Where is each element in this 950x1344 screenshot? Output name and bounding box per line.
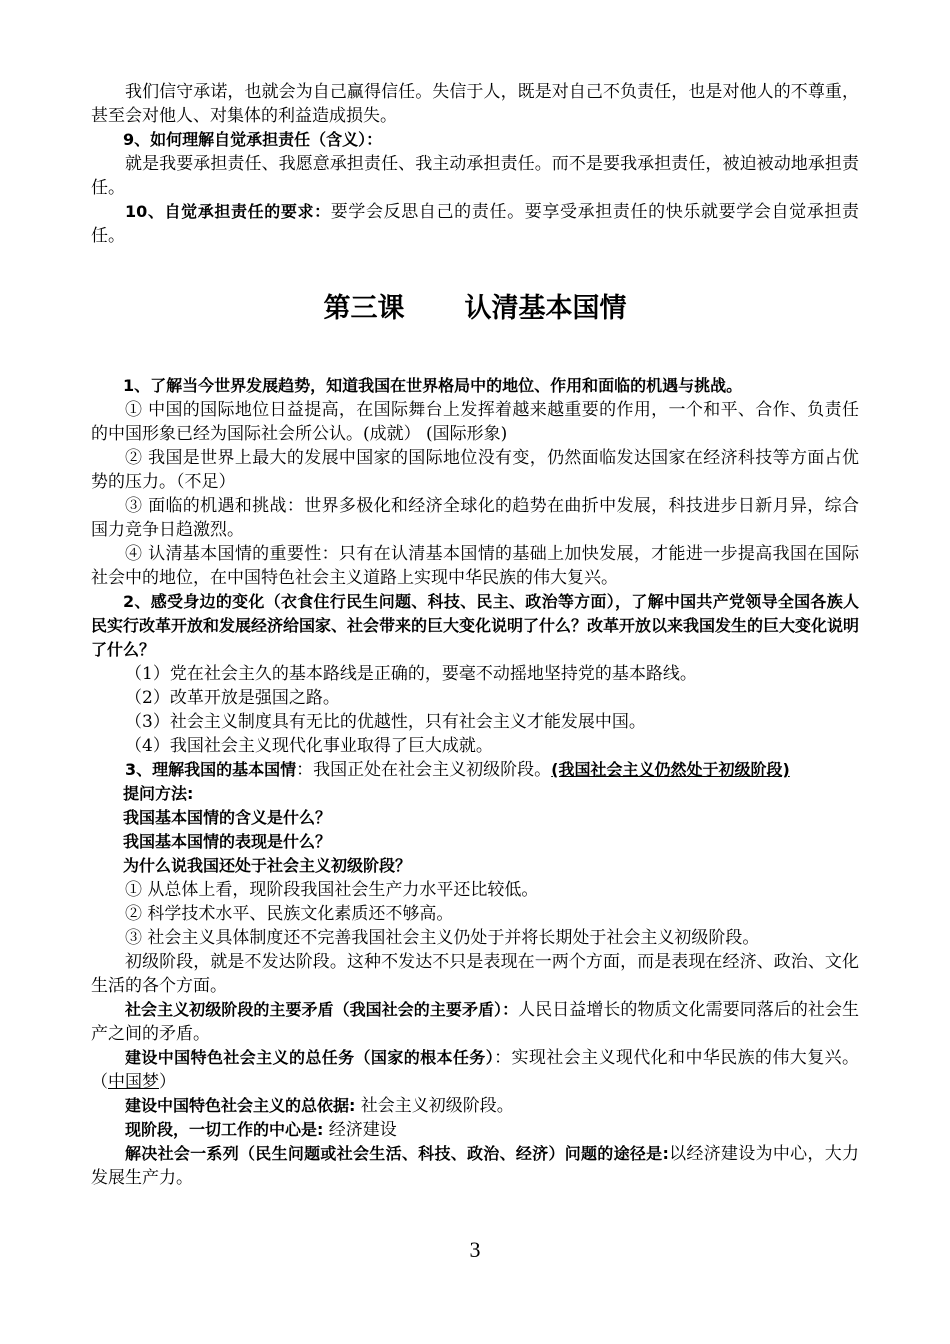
- section-3-answer: ：我国正处在社会主义初级阶段。: [296, 760, 552, 780]
- general-basis-label: 建设中国特色社会主义的总依据:: [125, 1096, 356, 1115]
- answer-9: 就是我要承担责任、我愿意承担责任、我主动承担责任。而不是要我承担责任，被迫被动地承担责任。: [91, 154, 859, 198]
- work-center: [91, 1118, 859, 1142]
- section-2-item: （1）党在社会主久的基本路线是正确的，要毫不动摇地坚持党的基本路线。: [125, 664, 697, 684]
- answer-10: 要学会反思自己的责任。要享受承担责任的快乐就要学会自觉承担责任。: [91, 202, 859, 246]
- general-task: [91, 1046, 859, 1094]
- work-center-label: 现阶段，一切工作的中心是:: [125, 1120, 324, 1139]
- ask-method-label: 提问方法:: [123, 784, 194, 803]
- section-2-question: 2、感受身边的变化（衣食住行民生问题、科技、民主、政治等方面），了解中国共产党领导全国各族人民实行改革开放和发展经济给国家、社会带来的巨大变化说明了什么？改革开放以来我国发生的巨大变化说明了什么？: [91, 592, 860, 659]
- main-contradiction: [91, 998, 859, 1046]
- general-task-text: ：实现社会主义现代化和中华民族的伟大复兴。（: [91, 1048, 859, 1092]
- work-center-text: 经济建设: [323, 1120, 397, 1140]
- question-10-block: [91, 200, 859, 248]
- solution-path-label: 解决社会一系列（民生问题或社会生活、科技、政治、经济）问题的途径是:: [125, 1144, 669, 1163]
- lesson-title: 认清基本国情: [464, 293, 627, 324]
- section-1-item: ③ 面临的机遇和挑战：世界多极化和经济全球化的趋势在曲折中发展，科技进步日新月异，综合国力竞争日趋激烈。: [91, 496, 859, 540]
- section-3-item: ③ 社会主义具体制度还不完善我国社会主义仍处于并将长期处于社会主义初级阶段。: [125, 928, 760, 948]
- section-2-item: （3）社会主义制度具有无比的优越性，只有社会主义才能发展中国。: [125, 712, 646, 732]
- ask-question: 我国基本国情的含义是什么？: [123, 808, 332, 827]
- solution-path-text: 以经济建设为中心，大力发展生产力。: [91, 1144, 860, 1188]
- paragraph-trust: 我们信守承诺，也就会为自己赢得信任。失信于人，既是对自己不负责任，也是对他人的不尊重，甚至会对他人、对集体的利益造成损失。: [91, 82, 859, 126]
- main-contradiction-text: 人民日益增长的物质文化需要同落后的社会生产之间的矛盾。: [91, 1000, 859, 1044]
- section-3-question-block: [91, 758, 859, 782]
- solution-path: [91, 1142, 859, 1190]
- main-contradiction-label: 社会主义初级阶段的主要矛盾（我国社会的主要矛盾）：: [125, 1000, 519, 1019]
- general-basis: [91, 1094, 859, 1118]
- general-task-end: ）: [159, 1072, 176, 1092]
- section-1-item: ① 中国的国际地位日益提高，在国际舞台上发挥着越来越重要的作用，一个和平、合作、负责任的中国形象已经为国际社会所公认。(成就） (国际形象): [91, 400, 859, 444]
- section-1-item: ④ 认清基本国情的重要性：只有在认清基本国情的基础上加快发展，才能进一步提高我国在国际社会中的地位，在中国特色社会主义道路上实现中华民族的伟大复兴。: [91, 544, 859, 588]
- general-task-label: 建设中国特色社会主义的总任务（国家的根本任务）: [125, 1048, 495, 1067]
- ask-question: 为什么说我国还处于社会主义初级阶段？: [123, 856, 412, 875]
- document-page: [91, 80, 859, 1190]
- china-dream-link: 中国梦: [108, 1072, 159, 1092]
- general-basis-text: 社会主义初级阶段。: [355, 1096, 514, 1116]
- section-2-item: （4）我国社会主义现代化事业取得了巨大成就。: [125, 736, 493, 756]
- section-3-item: ① 从总体上看，现阶段我国社会生产力水平还比较低。: [125, 880, 539, 900]
- page-number: 3: [469, 1237, 481, 1262]
- question-9: 9、如何理解自觉承担责任（含义）：: [123, 130, 383, 149]
- section-3-question: 3、理解我国的基本国情: [125, 760, 297, 779]
- ask-question: 我国基本国情的表现是什么？: [123, 832, 332, 851]
- lesson-number: 第三课: [323, 293, 405, 324]
- section-3-emphasis: (我国社会主义仍然处于初级阶段): [551, 760, 790, 779]
- section-3-item: ② 科学技术水平、民族文化素质还不够高。: [125, 904, 454, 924]
- section-1-item: ② 我国是世界上最大的发展中国家的国际地位没有变，仍然面临发达国家在经济科技等方面占优势的压力。（不足）: [91, 448, 859, 492]
- section-2-item: （2）改革开放是强国之路。: [125, 688, 340, 708]
- question-10: 10、自觉承担责任的要求：: [125, 202, 331, 221]
- primary-stage-paragraph: 初级阶段，就是不发达阶段。这种不发达不只是表现在一两个方面，而是表现在经济、政治、文化生活的各个方面。: [91, 952, 859, 996]
- section-1-question: 1、了解当今世界发展趋势，知道我国在世界格局中的地位、作用和面临的机遇与挑战。: [123, 376, 743, 395]
- lesson-heading: [91, 286, 859, 325]
